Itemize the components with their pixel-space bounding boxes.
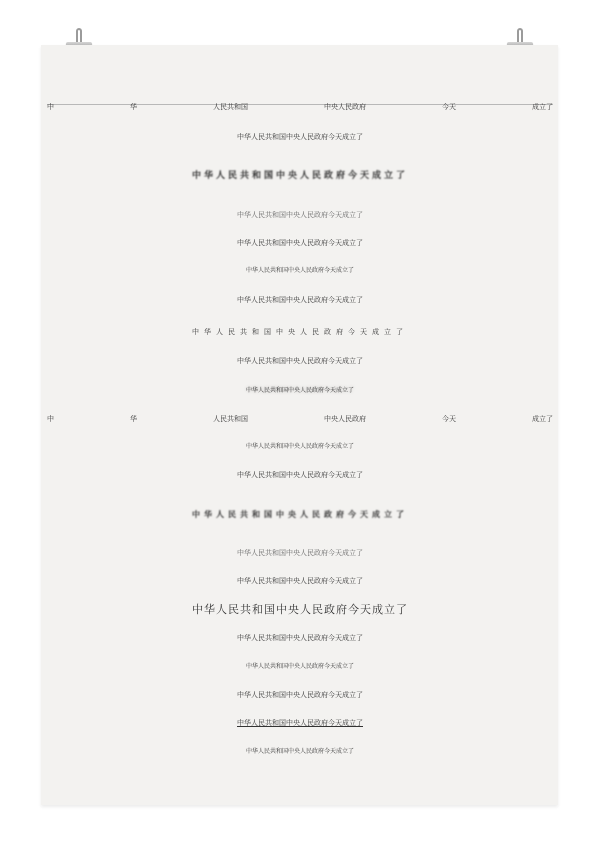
spread-word: 中 bbox=[47, 103, 54, 111]
spread-line-top bbox=[47, 104, 553, 111]
text-line-20: 中华人民共和国中央人民政府今天成立了 bbox=[245, 748, 354, 755]
text-line-16: 中华人民共和国中央人民政府今天成立了 bbox=[237, 634, 363, 642]
text-line-1: 中华人民共和国中央人民政府今天成立了 bbox=[237, 133, 363, 141]
text-line-6: 中华人民共和国中央人民政府今天成立了 bbox=[237, 296, 363, 304]
spread-word: 华 bbox=[130, 415, 137, 423]
spread-word: 中 bbox=[47, 415, 54, 423]
spread-word: 今天 bbox=[442, 103, 456, 111]
text-line-10: 中华人民共和国中央人民政府今天成立了 bbox=[245, 443, 354, 450]
text-line-19: 中华人民共和国中央人民政府今天成立了 bbox=[237, 719, 363, 727]
text-line-18: 中华人民共和国中央人民政府今天成立了 bbox=[237, 691, 363, 699]
text-line-14: 中华人民共和国中央人民政府今天成立了 bbox=[237, 577, 363, 585]
text-line-5: 中华人民共和国中央人民政府今天成立了 bbox=[245, 267, 354, 274]
spread-word: 人民共和国 bbox=[213, 103, 248, 111]
text-line-11: 中华人民共和国中央人民政府今天成立了 bbox=[237, 471, 363, 479]
spread-word: 中央人民政府 bbox=[324, 103, 366, 111]
text-line-2: 中华人民共和国中央人民政府今天成立了 bbox=[191, 171, 408, 181]
text-line-3: 中华人民共和国中央人民政府今天成立了 bbox=[237, 211, 363, 219]
spread-word: 今天 bbox=[442, 415, 456, 423]
spread-word: 中央人民政府 bbox=[324, 415, 366, 423]
spread-word: 成立了 bbox=[532, 103, 553, 111]
spread-line-middle bbox=[47, 416, 553, 423]
spread-word: 人民共和国 bbox=[213, 415, 248, 423]
text-line-4: 中华人民共和国中央人民政府今天成立了 bbox=[237, 239, 363, 247]
text-line-13: 中华人民共和国中央人民政府今天成立了 bbox=[237, 549, 363, 557]
text-line-12: 中华人民共和国中央人民政府今天成立了 bbox=[192, 510, 408, 519]
spread-word: 成立了 bbox=[532, 415, 553, 423]
text-line-15: 中华人民共和国中央人民政府今天成立了 bbox=[192, 603, 408, 616]
text-line-7: 中华人民共和国中央人民政府今天成立了 bbox=[192, 328, 408, 336]
spread-word: 华 bbox=[130, 103, 137, 111]
text-line-17: 中华人民共和国中央人民政府今天成立了 bbox=[245, 663, 354, 670]
text-line-9: 中华人民共和国中央人民政府今天成立了 bbox=[245, 387, 354, 394]
text-line-8: 中华人民共和国中央人民政府今天成立了 bbox=[237, 357, 363, 365]
